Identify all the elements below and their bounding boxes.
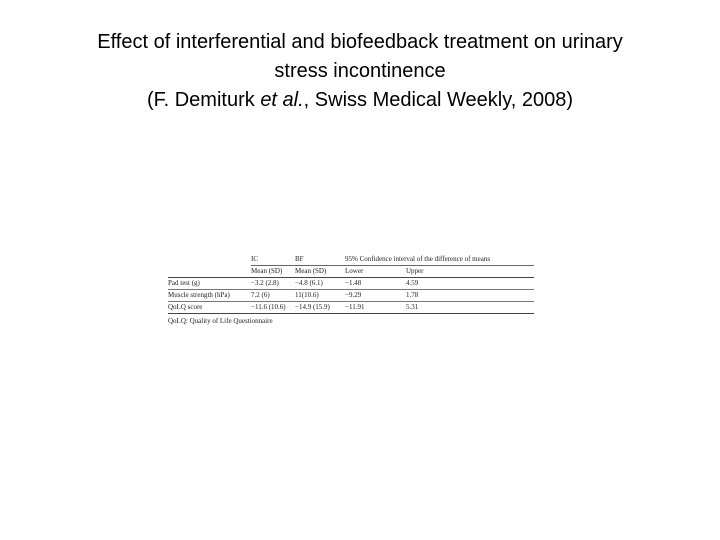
cell-upper: 5.31 xyxy=(406,302,534,314)
sub-header-bf-mean: Mean (SD) xyxy=(295,266,345,278)
citation-suffix: , Swiss Medical Weekly, 2008) xyxy=(303,89,574,111)
cell-bf: −4.8 (6.1) xyxy=(295,278,345,290)
header-confidence-interval: 95% Confidence interval of the difference of means xyxy=(345,254,534,266)
cell-lower: −11.91 xyxy=(345,302,406,314)
table-row xyxy=(168,278,534,290)
title-line-2: stress incontinence xyxy=(274,60,446,82)
sub-header-ic-mean: Mean (SD) xyxy=(251,266,295,278)
header-blank-cell xyxy=(168,254,251,266)
cell-bf: 11(10.6) xyxy=(295,290,345,302)
row-label: Pad test (g) xyxy=(168,278,251,290)
header-ic: IC xyxy=(251,254,295,266)
sub-header-lower: Lower xyxy=(345,266,406,278)
row-label: Muscle strength (hPa) xyxy=(168,290,251,302)
sub-header-upper: Upper xyxy=(406,266,534,278)
citation-prefix: (F. Demiturk xyxy=(146,89,261,111)
citation-et-al: et al. xyxy=(260,89,304,111)
cell-ic: 7.2 (6) xyxy=(251,290,295,302)
table-row xyxy=(168,302,534,314)
slide-title xyxy=(0,28,720,115)
row-label: QoLQ score xyxy=(168,302,251,314)
results-table xyxy=(168,254,534,314)
title-line-1: Effect of interferential and biofeedback treatment on urinary xyxy=(97,31,623,53)
cell-bf: −14.9 (15.9) xyxy=(295,302,345,314)
cell-upper: 1.78 xyxy=(406,290,534,302)
sub-header-blank-cell xyxy=(168,266,251,278)
cell-upper: 4.59 xyxy=(406,278,534,290)
results-table-figure xyxy=(168,254,534,327)
cell-ic: −3.2 (2.8) xyxy=(251,278,295,290)
sub-header-row xyxy=(168,266,534,278)
group-header-row xyxy=(168,254,534,266)
table-footnote: QoLQ: Quality of Life Questionnaire xyxy=(168,317,273,325)
header-bf: BF xyxy=(295,254,345,266)
cell-lower: −1.48 xyxy=(345,278,406,290)
table-row xyxy=(168,290,534,302)
cell-lower: −9.29 xyxy=(345,290,406,302)
title-line-3 xyxy=(0,86,720,115)
cell-ic: −11.6 (10.6) xyxy=(251,302,295,314)
